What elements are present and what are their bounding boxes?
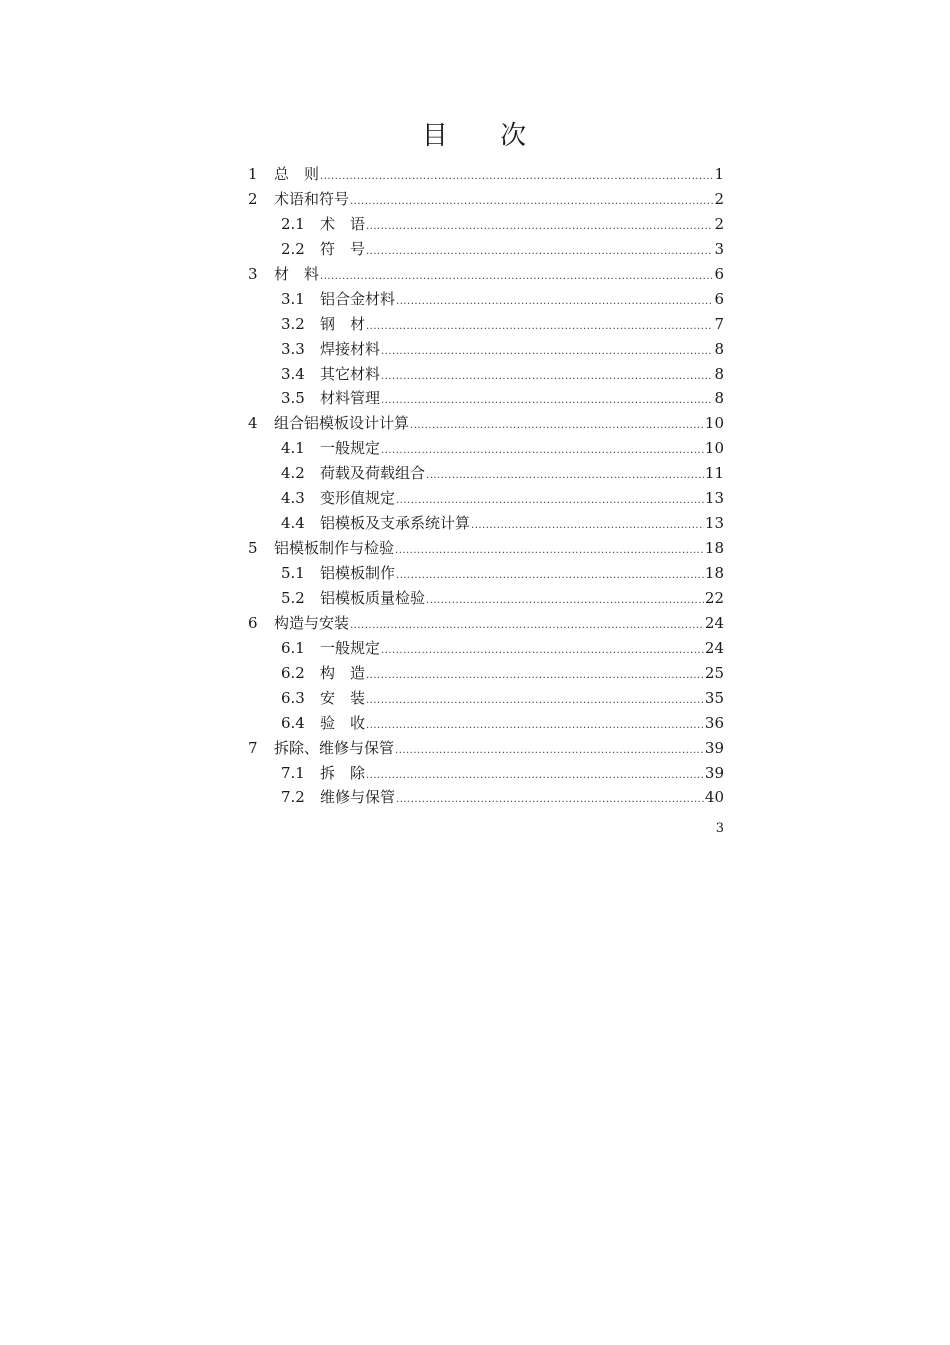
toc-entry bbox=[248, 411, 724, 436]
toc-entry-page: 8 bbox=[714, 389, 724, 408]
toc-entry bbox=[248, 212, 724, 237]
toc-entry-number: 6 bbox=[248, 613, 258, 632]
dot-leader bbox=[426, 589, 704, 613]
dot-leader bbox=[381, 389, 713, 413]
toc-entry-title: 组合铝模板设计计算 bbox=[274, 414, 410, 433]
toc-entry-title: 铝模板质量检验 bbox=[320, 588, 426, 607]
toc-entry-number: 4.3 bbox=[281, 489, 305, 508]
toc-entry-page: 18 bbox=[704, 539, 724, 558]
toc-entry-page: 6 bbox=[714, 264, 724, 283]
dot-leader bbox=[366, 764, 704, 788]
toc-entry-page: 2 bbox=[714, 189, 724, 208]
toc-entry-number: 4 bbox=[248, 414, 258, 433]
toc-entry-page: 13 bbox=[704, 514, 724, 533]
toc-entry-title: 总 则 bbox=[274, 165, 320, 183]
toc-entry-number: 6.2 bbox=[281, 663, 305, 682]
toc-entry-number: 4.2 bbox=[281, 464, 305, 483]
toc-entry-title: 材料管理 bbox=[320, 389, 381, 408]
toc-entry-page: 25 bbox=[704, 663, 724, 682]
toc-entry bbox=[248, 736, 724, 761]
toc-entry-number: 3.4 bbox=[281, 364, 305, 383]
toc-entry-title: 安 装 bbox=[320, 688, 366, 707]
toc-entry-number: 6.4 bbox=[281, 713, 305, 732]
toc-entry-page: 10 bbox=[704, 439, 724, 458]
toc-entry bbox=[248, 312, 724, 337]
toc-entry-title: 铝模板制作 bbox=[320, 564, 396, 582]
toc-entry-number: 3.1 bbox=[281, 289, 305, 308]
toc-entry-number: 5.2 bbox=[281, 588, 305, 607]
dot-leader bbox=[471, 514, 704, 538]
toc-entry-title: 构 造 bbox=[320, 663, 366, 682]
toc-entry-title: 一般规定 bbox=[320, 638, 381, 657]
toc-entry-page: 6 bbox=[714, 289, 724, 308]
toc-entry bbox=[248, 785, 724, 810]
toc-entry-page: 40 bbox=[704, 788, 724, 807]
toc-entry bbox=[248, 237, 724, 262]
toc-entry-page: 39 bbox=[704, 763, 724, 782]
toc-entry-title: 维修与保管 bbox=[320, 788, 396, 807]
toc-entry bbox=[248, 162, 724, 187]
toc-entry bbox=[248, 511, 724, 536]
toc-entry bbox=[248, 461, 724, 486]
toc-entry bbox=[248, 362, 724, 387]
toc-entry-number: 4.4 bbox=[281, 514, 305, 533]
toc-entry-number: 3.2 bbox=[281, 314, 305, 333]
dot-leader bbox=[396, 564, 704, 588]
toc-entry-page: 8 bbox=[714, 364, 724, 383]
toc-entry-title: 铝模板及支承系统计算 bbox=[320, 514, 471, 533]
dot-leader bbox=[410, 414, 704, 438]
toc-entry-page: 3 bbox=[714, 239, 724, 258]
toc-entry-number: 3 bbox=[248, 264, 258, 283]
toc-entry bbox=[248, 586, 724, 611]
toc-entry-page: 24 bbox=[704, 638, 724, 657]
dot-leader bbox=[426, 464, 704, 488]
toc-entry bbox=[248, 386, 724, 411]
toc-entry bbox=[248, 536, 724, 561]
toc-entry-number: 7.2 bbox=[281, 788, 305, 807]
toc-entry-page: 39 bbox=[704, 738, 724, 757]
dot-leader bbox=[350, 614, 704, 638]
toc-entry bbox=[248, 486, 724, 511]
dot-leader bbox=[366, 315, 713, 339]
dot-leader bbox=[366, 689, 704, 713]
toc-entry-number: 7.1 bbox=[281, 763, 305, 782]
toc-entry bbox=[248, 287, 724, 312]
toc-entry-number: 6.3 bbox=[281, 688, 305, 707]
toc-entry-title: 术 语 bbox=[320, 214, 366, 233]
dot-leader bbox=[366, 215, 713, 239]
toc-entry-title: 符 号 bbox=[320, 239, 366, 258]
toc-entry-number: 2.1 bbox=[281, 214, 305, 233]
toc-entry-title: 一般规定 bbox=[320, 439, 381, 458]
dot-leader bbox=[381, 639, 704, 663]
toc-entry-page: 11 bbox=[704, 464, 724, 483]
toc-entry-number: 5 bbox=[248, 539, 258, 558]
toc-entry-number: 7 bbox=[248, 738, 258, 757]
toc-entry-title: 钢 材 bbox=[320, 314, 366, 333]
dot-leader bbox=[395, 739, 704, 763]
dot-leader bbox=[320, 265, 713, 289]
toc-entry-page: 18 bbox=[704, 564, 724, 582]
toc-entry-page: 24 bbox=[704, 613, 724, 632]
toc-entry-number: 6.1 bbox=[281, 638, 305, 657]
toc-entry-number: 2 bbox=[248, 189, 258, 208]
dot-leader bbox=[350, 190, 713, 214]
dot-leader bbox=[320, 165, 713, 189]
dot-leader bbox=[396, 489, 704, 513]
toc-entry-title: 拆 除 bbox=[320, 763, 366, 782]
toc-entry-page: 36 bbox=[704, 713, 724, 732]
toc-entry bbox=[248, 436, 724, 461]
dot-leader bbox=[366, 664, 704, 688]
toc-entry bbox=[248, 761, 724, 786]
dot-leader bbox=[396, 788, 704, 812]
toc-entry-page: 7 bbox=[714, 314, 724, 333]
toc-entry-title: 荷载及荷载组合 bbox=[320, 464, 426, 483]
toc-entry bbox=[248, 561, 724, 586]
toc-entry bbox=[248, 661, 724, 686]
toc-entry-number: 3.5 bbox=[281, 389, 305, 408]
dot-leader bbox=[366, 240, 713, 264]
toc-entry bbox=[248, 187, 724, 212]
toc-entry-title: 其它材料 bbox=[320, 364, 381, 383]
toc-entry-number: 1 bbox=[248, 165, 258, 183]
toc-entry-page: 2 bbox=[714, 214, 724, 233]
toc-entry-page: 22 bbox=[704, 588, 724, 607]
toc-entry-title: 术语和符号 bbox=[274, 189, 350, 208]
toc-entry-page: 13 bbox=[704, 489, 724, 508]
toc-entry bbox=[248, 711, 724, 736]
toc-entry-number: 4.1 bbox=[281, 439, 305, 458]
dot-leader bbox=[395, 539, 704, 563]
toc-entry bbox=[248, 337, 724, 362]
page-number: 3 bbox=[715, 821, 724, 836]
toc-list bbox=[248, 162, 724, 810]
toc-entry-page: 10 bbox=[704, 414, 724, 433]
toc-entry-page: 8 bbox=[714, 339, 724, 358]
toc-entry-number: 5.1 bbox=[281, 564, 305, 582]
toc-entry-title: 构造与安装 bbox=[274, 613, 350, 632]
toc-entry-title: 材 料 bbox=[274, 264, 320, 283]
toc-entry-title: 验 收 bbox=[320, 713, 366, 732]
toc-entry bbox=[248, 636, 724, 661]
toc-entry-title: 铝合金材料 bbox=[320, 289, 396, 308]
toc-entry-title: 变形值规定 bbox=[320, 489, 396, 508]
toc-entry-page: 35 bbox=[704, 688, 724, 707]
toc-entry-number: 3.3 bbox=[281, 339, 305, 358]
toc-entry bbox=[248, 262, 724, 287]
toc-entry bbox=[248, 686, 724, 711]
dot-leader bbox=[381, 365, 713, 389]
toc-entry-title: 焊接材料 bbox=[320, 339, 381, 358]
dot-leader bbox=[366, 714, 704, 738]
dot-leader bbox=[396, 290, 713, 314]
toc-entry-page: 1 bbox=[714, 165, 724, 183]
toc-entry-title: 拆除、维修与保管 bbox=[274, 738, 395, 757]
toc-entry bbox=[248, 611, 724, 636]
dot-leader bbox=[381, 439, 704, 463]
toc-title: 目 次 bbox=[421, 121, 549, 151]
toc-entry-title: 铝模板制作与检验 bbox=[274, 539, 395, 558]
dot-leader bbox=[381, 340, 713, 364]
toc-entry-number: 2.2 bbox=[281, 239, 305, 258]
